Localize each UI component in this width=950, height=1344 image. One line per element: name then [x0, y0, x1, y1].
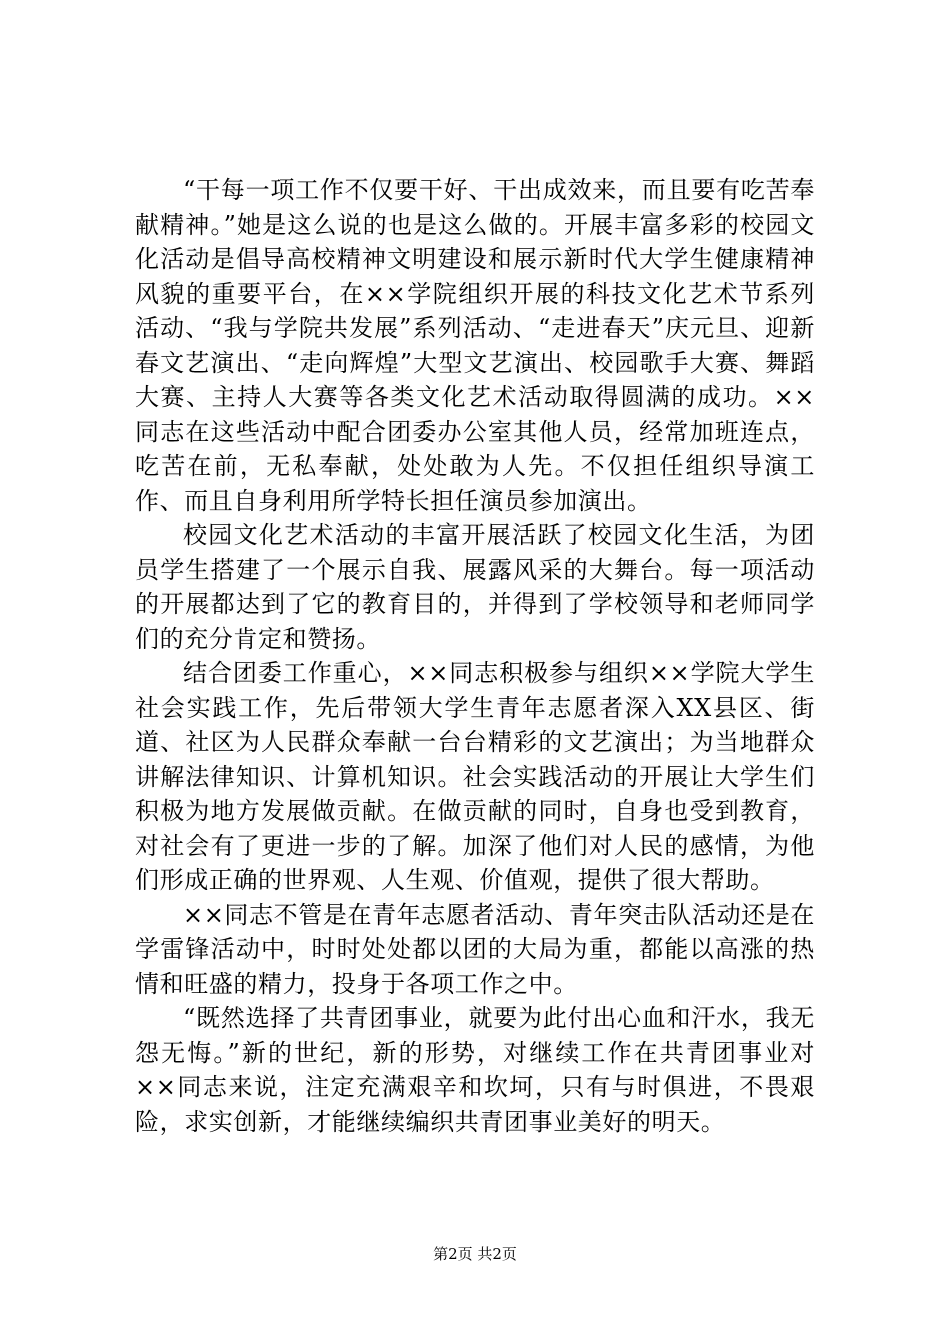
paragraph-2: 校园文化艺术活动的丰富开展活跃了校园文化生活，为团员学生搭建了一个展示自我、展露风采的大舞台。每一项活动的开展都达到了它的教育目的，并得到了学校领导和老师同学们的充分肯定和赞扬。 — [135, 521, 815, 653]
paragraph-3: 结合团委工作重心，××同志积极参与组织××学院大学生社会实践工作，先后带领大学生青年志愿者深入XX县区、街道、社区为人民群众奉献一台台精彩的文艺演出；为当地群众讲解法律知识、计算机知识。社会实践活动的开展让大学生们积极为地方发展做贡献。在做贡献的同时，自身也受到教育，对社会有了更进一步的了解。加深了他们对人民的感情，为他们形成正确的世界观、人生观、价值观，提供了很大帮助。 — [135, 659, 815, 894]
document-body — [135, 173, 815, 1139]
paragraph-1: “干每一项工作不仅要干好、干出成效来，而且要有吃苦奉献精神。”她是这么说的也是这么做的。开展丰富多彩的校园文化活动是倡导高校精神文明建设和展示新时代大学生健康精神风貌的重要平台，在××学院组织开展的科技文化艺术节系列活动、“我与学院共发展”系列活动、“走进春天”庆元旦、迎新春文艺演出、“走向辉煌”大型文艺演出、校园歌手大赛、舞蹈大赛、主持人大赛等各类文化艺术活动取得圆满的成功。××同志在这些活动中配合团委办公室其他人员，经常加班连点，吃苦在前，无私奉献，处处敢为人先。不仅担任组织导演工作、而且自身利用所学特长担任演员参加演出。 — [135, 176, 815, 515]
page-footer: 第2页 共2页 — [433, 1245, 517, 1263]
paragraph-4: ××同志不管是在青年志愿者活动、青年突击队活动还是在学雷锋活动中，时时处处都以团的大局为重，都能以高涨的热情和旺盛的精力，投身于各项工作之中。 — [135, 900, 815, 998]
paragraph-5: “既然选择了共青团事业，就要为此付出心血和汗水，我无怨无悔。”新的世纪，新的形势，对继续工作在共青团事业对××同志来说，注定充满艰辛和坎坷，只有与时俱进，不畏艰险，求实创新，才能继续编织共青团事业美好的明天。 — [135, 1004, 815, 1136]
